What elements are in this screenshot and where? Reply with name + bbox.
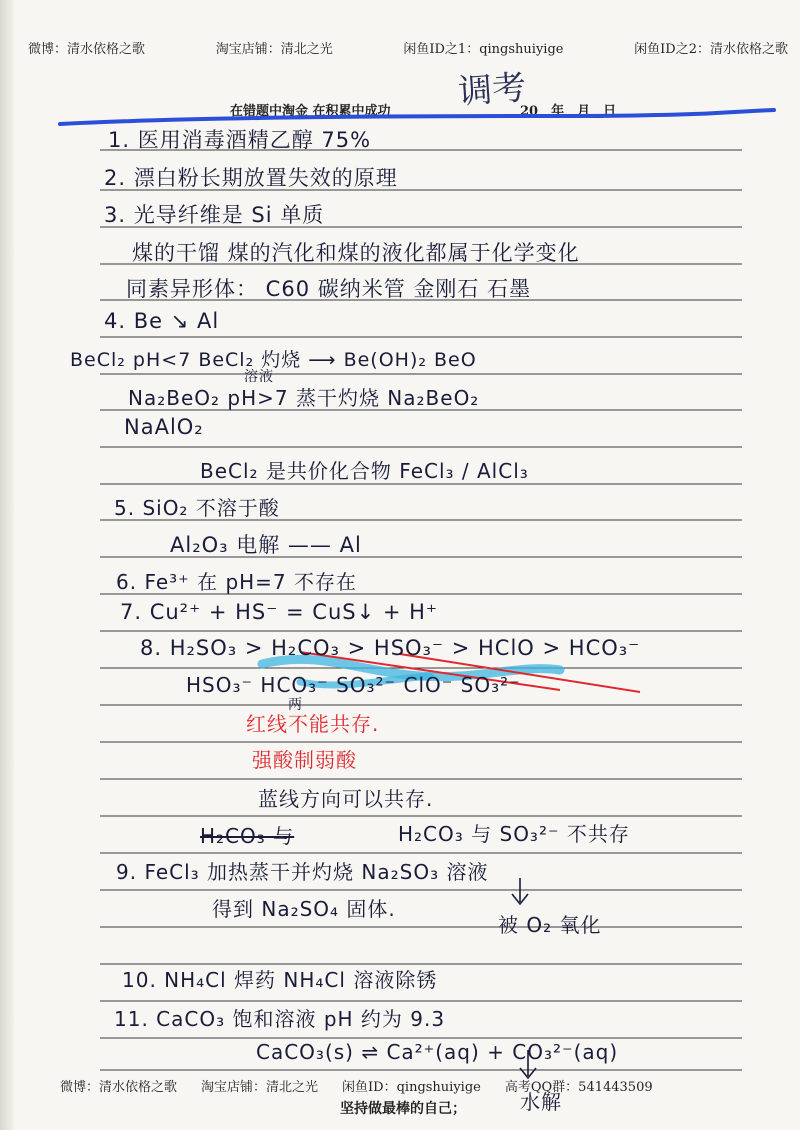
date-field: 20__年__月__日 [520, 104, 617, 119]
note-8-conclusion: H₂CO₃ 与 SO₃²⁻ 不共存 [398, 822, 630, 846]
note-4-solution-annot: 溶液 [244, 369, 274, 385]
note-8-blue-line: 蓝线方向可以共存. [258, 787, 434, 811]
note-5-electrolysis: Al₂O₃ 电解 —— Al [170, 533, 362, 557]
note-8-strong-acid: 强酸制弱酸 [252, 748, 357, 772]
handwritten-title: 调考 [456, 67, 528, 113]
header-taobao: 淘宝店铺：清北之光 [215, 42, 333, 57]
note-3-allotropes: 同素异形体： C60 碳纳米管 金刚石 石墨 [126, 277, 532, 301]
note-9-na2so4: 得到 Na₂SO₄ 固体. [212, 897, 396, 921]
footer-watermark [60, 1076, 780, 1095]
footer-qq: 高考QQ群：541443509 [504, 1080, 653, 1095]
note-3-coal: 煤的干馏 煤的汽化和煤的液化都属于化学变化 [132, 241, 580, 265]
note-11-hydrolysis: 水解 [520, 1090, 562, 1114]
note-8-acidity: 8. H₂SO₃ > H₂CO₃ > HSO₃⁻ > HClO > HCO₃⁻ [140, 636, 641, 660]
note-8-red-line: 红线不能共存. [246, 712, 380, 736]
footer-xianyu: 闲鱼ID：qingshuiyige [342, 1080, 481, 1095]
page-motto: 在错题中淘金 在积累中成功 [230, 104, 391, 119]
note-1: 1. 医用消毒酒精乙醇 75% [108, 128, 372, 152]
note-8-annot: 两 [288, 697, 303, 713]
header-xianyu-2: 闲鱼ID之2：清水依格之歌 [634, 42, 788, 57]
note-8-struck: H₂CO₃ 与 [200, 824, 295, 848]
note-4-becl2: BeCl₂ pH<7 BeCl₂ 灼烧 ⟶ Be(OH)₂ BeO [70, 349, 477, 371]
footer-weibo: 微博：清水依格之歌 [60, 1080, 178, 1095]
footer-motto: 坚持做最棒的自己； [340, 1101, 466, 1117]
note-11: 11. CaCO₃ 饱和溶液 pH 约为 9.3 [114, 1007, 446, 1031]
note-4: 4. Be ↘ Al [104, 309, 220, 333]
note-2: 2. 漂白粉长期放置失效的原理 [104, 166, 398, 190]
note-4-naalo2: NaAlO₂ [124, 415, 204, 439]
footer-taobao: 淘宝店铺：清北之光 [201, 1080, 319, 1095]
note-9: 9. FeCl₃ 加热蒸干并灼烧 Na₂SO₃ 溶液 [116, 860, 489, 884]
note-10: 10. NH₄Cl 焊药 NH₄Cl 溶液除锈 [122, 968, 438, 992]
note-7: 7. Cu²⁺ + HS⁻ = CuS↓ + H⁺ [120, 600, 439, 624]
note-6: 6. Fe³⁺ 在 pH=7 不存在 [116, 570, 358, 594]
note-3: 3. 光导纤维是 Si 单质 [104, 203, 325, 227]
header-weibo: 微博：清水依格之歌 [28, 42, 146, 57]
note-8-ions: HSO₃⁻ HCO₃⁻ SO₃²⁻ ClO⁻ SO₃²⁻ [186, 673, 521, 697]
note-4-covalent: BeCl₂ 是共价化合物 FeCl₃ / AlCl₃ [200, 459, 529, 483]
header-xianyu-1: 闲鱼ID之1：qingshuiyige [403, 42, 564, 57]
note-4-na2beo2: Na₂BeO₂ pH>7 蒸干灼烧 Na₂BeO₂ [128, 386, 480, 410]
note-11-equilibrium: CaCO₃(s) ⇌ Ca²⁺(aq) + CO₃²⁻(aq) [256, 1040, 619, 1064]
note-9-oxidized: 被 O₂ 氧化 [498, 913, 602, 937]
note-5: 5. SiO₂ 不溶于酸 [114, 496, 280, 520]
